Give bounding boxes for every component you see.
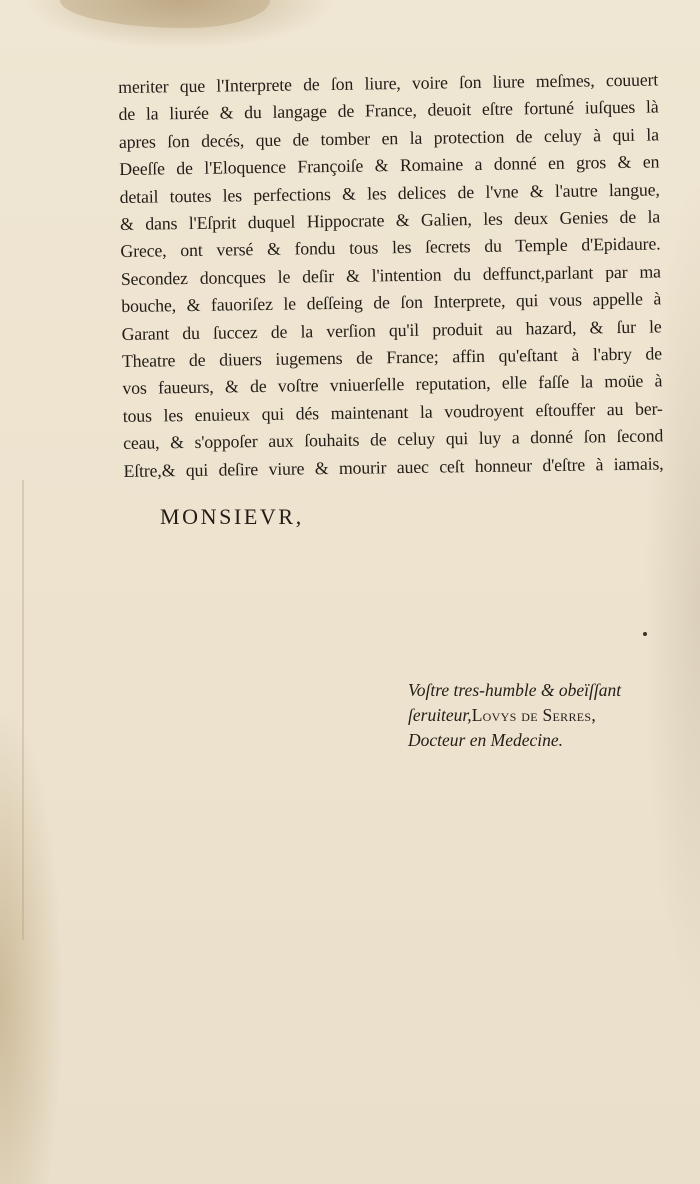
text-line: vos faueurs, & de voſtre vniuerſelle reputation, elle faſſe la moüe à <box>122 370 663 399</box>
text-line: meriter que l'Interprete de ſon liure, voire ſon liure meſmes, couuert <box>118 69 659 97</box>
text-line: & dans l'Eſprit duquel Hippocrate & Galien, les deux Genies de la <box>119 206 661 235</box>
signature-title: Docteur en Medecine. <box>408 730 563 750</box>
text-line: Deeſſe de l'Eloquence Françoiſe & Romaine a donné en gros & en <box>119 151 660 180</box>
text-line: tous les enuieux qui dés maintenant la voudroyent eſtouffer au ber- <box>122 398 663 426</box>
text-line: apres ſon decés, que de tomber en la protection de celuy à qui la <box>118 124 660 152</box>
text-line: Theatre de diuers iugemens de France; affin qu'eſtant à l'abry de <box>121 343 663 372</box>
signature-closing: Voſtre tres-humble & obeïſſant <box>408 680 622 700</box>
text-line: Garant du ſuccez de la verſion qu'il produit au hazard, & ſur le <box>121 316 662 344</box>
text-line: Secondez doncques le deſir & l'intention du deffunct,parlant par ma <box>120 261 661 289</box>
paper-crease <box>22 480 24 940</box>
text-line: bouche, & fauoriſez le deſſeing de ſon Interprete, qui vous appelle à <box>121 288 662 317</box>
ink-dot <box>643 632 647 636</box>
salutation-heading: MONSIEVR, <box>160 504 304 529</box>
signature-servant: ſeruiteur, <box>408 705 472 725</box>
text-line: detail toutes les perfections & les delices de l'vne & l'autre langue, <box>119 179 660 207</box>
text-line: ceau, & s'oppoſer aux ſouhaits de celuy qui luy a donné ſon ſecond <box>123 425 664 454</box>
dedication-body-text <box>118 66 664 485</box>
signature-author-name: Lovys de Serres, <box>471 705 597 725</box>
paper-stain <box>60 0 270 28</box>
signature-block <box>408 678 698 753</box>
text-line: Grece, ont versé & fondu tous les ſecrets du Temple d'Epidaure. <box>120 233 661 262</box>
text-line: Eſtre,& qui deſire viure & mourir auec ceſt honneur d'eſtre à iamais, <box>123 453 664 481</box>
text-line: de la liurée & du langage de France, deuoit eſtre fortuné iuſques là <box>118 96 659 125</box>
signature-servant-line <box>408 703 698 728</box>
